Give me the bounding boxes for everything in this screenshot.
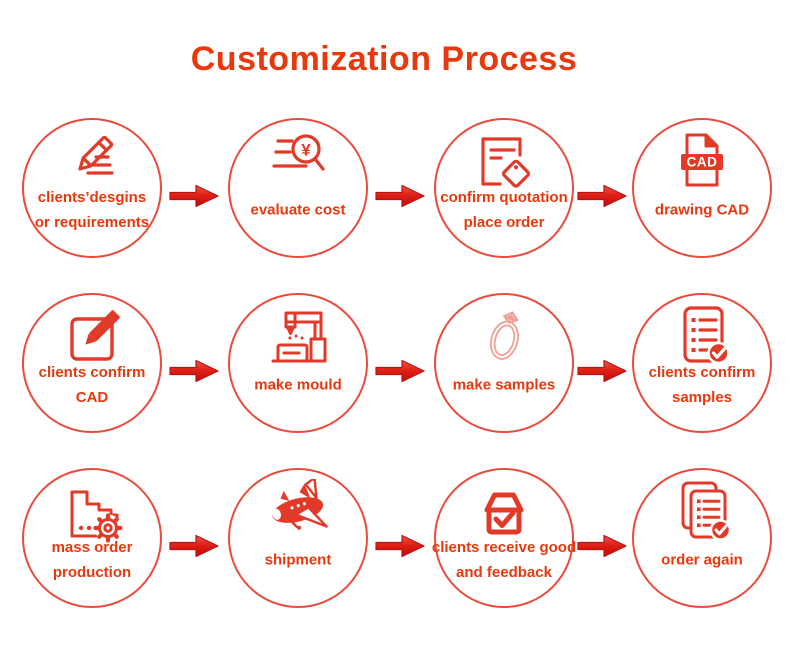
factory-gear-icon — [60, 479, 124, 543]
arrow-right-icon — [375, 182, 427, 210]
step-label — [35, 185, 149, 235]
arrow-right-icon — [577, 357, 629, 385]
step-clients-designs — [22, 118, 162, 258]
page-title: Customization Process — [190, 40, 578, 78]
edit-square-icon — [60, 304, 124, 368]
step-label-line1: make mould — [254, 376, 342, 394]
step-make-mould — [228, 293, 368, 433]
step-label-line2: production — [52, 564, 132, 581]
arrow-right-icon — [375, 357, 427, 385]
arrow-right-icon — [169, 182, 221, 210]
mould-machine-icon — [266, 304, 330, 368]
airplane-icon — [262, 479, 334, 543]
box-check-icon — [472, 479, 536, 543]
step-make-samples — [434, 293, 574, 433]
step-label — [655, 198, 749, 223]
step-label-line1: evaluate cost — [250, 201, 346, 219]
step-label-line2: CAD — [75, 389, 109, 406]
step-label — [453, 373, 556, 398]
step-clients-confirm-samples — [632, 293, 772, 433]
step-label-line1: mass order — [51, 539, 133, 556]
step-label-line2: and feedback — [456, 564, 552, 581]
step-drawing-cad — [632, 118, 772, 258]
step-label — [440, 185, 568, 235]
step-label-line1: order again — [661, 551, 743, 569]
step-label-line1: clients’desgins — [37, 189, 147, 206]
step-label — [250, 198, 345, 223]
arrow-right-icon — [577, 532, 629, 560]
step-label — [649, 360, 756, 410]
step-clients-receive-feedback — [431, 468, 577, 608]
step-mass-order-production — [22, 468, 162, 608]
arrow-right-icon — [375, 532, 427, 560]
step-label-line2: samples — [671, 389, 733, 406]
ring-icon — [472, 304, 536, 368]
step-label-line1: clients confirm — [648, 364, 756, 381]
step-order-again — [632, 468, 772, 608]
svg-text:¥: ¥ — [301, 140, 311, 160]
quotation-tag-icon — [472, 129, 536, 193]
step-label-line1: clients receive good — [431, 539, 577, 556]
svg-text:CAD: CAD — [686, 154, 718, 170]
step-label-line1: make samples — [452, 376, 556, 394]
arrow-right-icon — [169, 532, 221, 560]
step-label-line1: clients confirm — [38, 364, 146, 381]
step-label-line2: or requirements — [34, 214, 150, 231]
pencil-design-icon — [60, 129, 124, 193]
arrow-right-icon — [577, 182, 629, 210]
cost-magnifier-icon — [266, 129, 330, 193]
step-confirm-quotation — [434, 118, 574, 258]
step-label-line1: shipment — [264, 551, 332, 569]
arrow-right-icon — [169, 357, 221, 385]
step-shipment — [228, 468, 368, 608]
documents-check-icon — [670, 479, 734, 543]
cad-file-icon — [670, 129, 734, 193]
step-label — [52, 535, 133, 585]
step-label — [39, 360, 146, 410]
step-clients-confirm-cad — [22, 293, 162, 433]
step-evaluate-cost — [228, 118, 368, 258]
step-label-line1: confirm quotation — [440, 189, 568, 206]
checklist-check-icon — [670, 304, 734, 368]
step-label-line2: place order — [463, 214, 545, 231]
step-label — [254, 373, 342, 398]
step-label — [432, 535, 576, 585]
step-label — [661, 548, 743, 573]
step-label — [265, 548, 332, 573]
step-label-line1: drawing CAD — [654, 201, 750, 219]
